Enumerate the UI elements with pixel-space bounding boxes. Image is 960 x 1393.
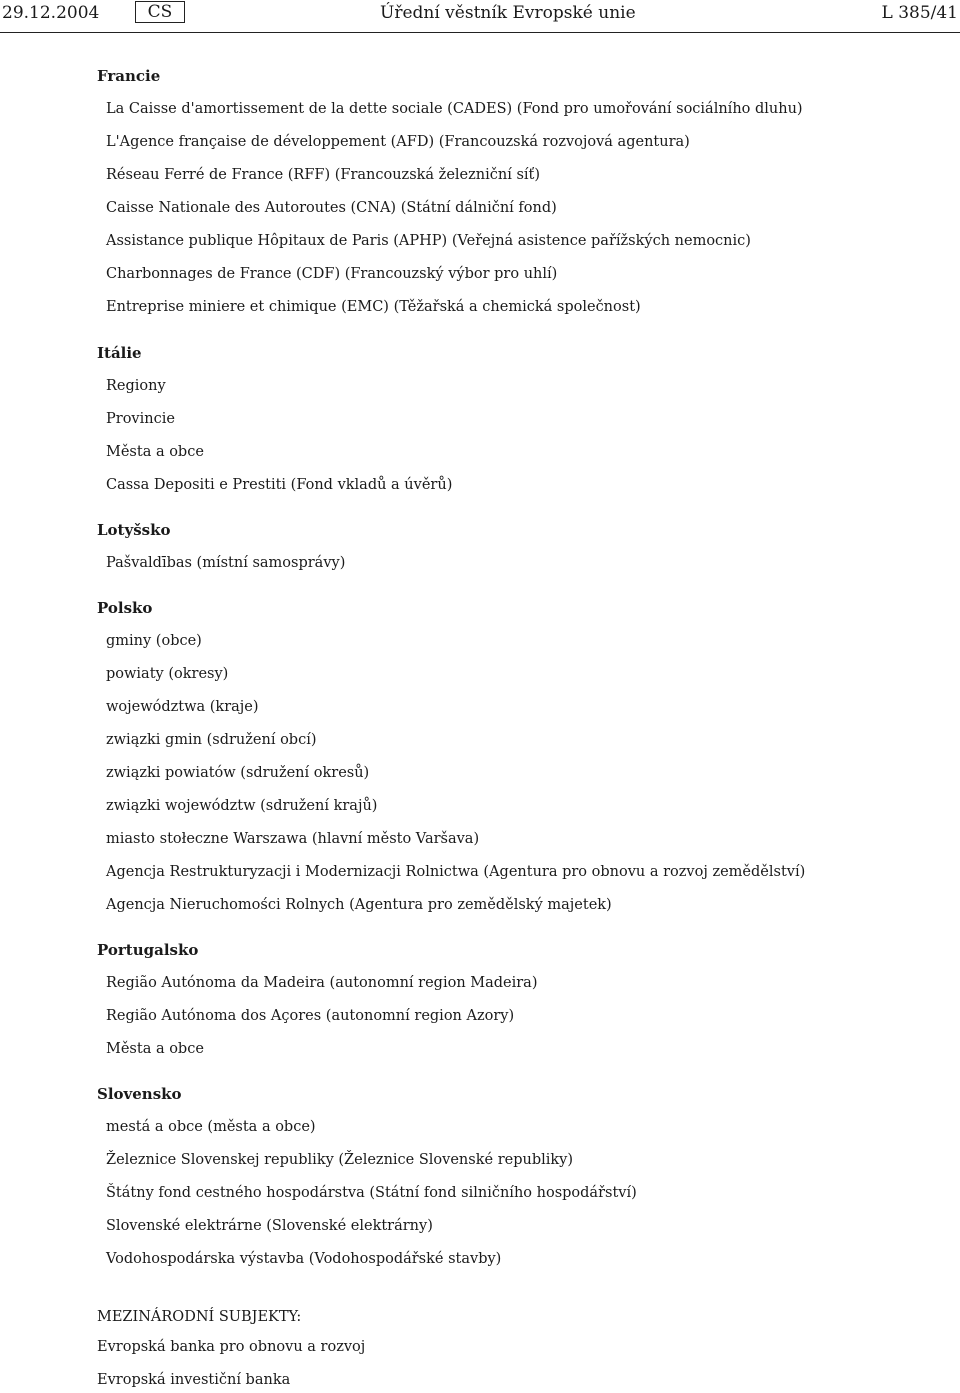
list-item: Agencja Restrukturyzacji i Modernizacji Rolnictwa (Agentura pro obnovu a rozvoj zemědělství) xyxy=(106,864,806,880)
international-heading: MEZINÁRODNÍ SUBJEKTY: xyxy=(97,1309,302,1325)
list-item: Cassa Depositi e Prestiti (Fond vkladů a úvěrů) xyxy=(106,477,453,493)
page-header xyxy=(0,0,960,33)
list-item: związki powiatów (sdružení okresů) xyxy=(106,765,370,781)
list-item: gminy (obce) xyxy=(106,633,202,649)
section-heading-francie: Francie xyxy=(97,67,161,85)
list-item: Regiony xyxy=(106,378,166,394)
list-item: województwa (kraje) xyxy=(106,699,259,715)
list-item: Região Autónoma da Madeira (autonomní region Madeira) xyxy=(106,975,538,991)
list-item: Provincie xyxy=(106,411,175,427)
list-item: Železnice Slovenskej republiky (Železnice Slovenské republiky) xyxy=(106,1152,574,1168)
section-heading-slovensko: Slovensko xyxy=(97,1085,182,1103)
list-item: Slovenské elektrárne (Slovenské elektrárny) xyxy=(106,1218,433,1234)
page-number: L 385/41 xyxy=(881,3,958,23)
international-item: Evropská investiční banka xyxy=(97,1372,291,1388)
list-item: La Caisse d'amortissement de la dette sociale (CADES) (Fond pro umořování sociálního dluhu) xyxy=(106,101,803,117)
list-item: Entreprise miniere et chimique (EMC) (Těžařská a chemická společnost) xyxy=(106,299,641,315)
section-heading-polsko: Polsko xyxy=(97,599,153,617)
language-code-box: CS xyxy=(135,1,185,23)
list-item: Assistance publique Hôpitaux de Paris (APHP) (Veřejná asistence pařížských nemocnic) xyxy=(106,233,751,249)
list-item: Charbonnages de France (CDF) (Francouzský výbor pro uhlí) xyxy=(106,266,558,282)
section-heading-italie: Itálie xyxy=(97,344,142,362)
list-item: Vodohospodárska výstavba (Vodohospodářské stavby) xyxy=(106,1251,502,1267)
list-item: Região Autónoma dos Açores (autonomní region Azory) xyxy=(106,1008,515,1024)
list-item: Réseau Ferré de France (RFF) (Francouzská železniční síť) xyxy=(106,167,541,183)
list-item: Agencja Nieruchomości Rolnych (Agentura pro zemědělský majetek) xyxy=(106,897,612,913)
list-item: powiaty (okresy) xyxy=(106,666,229,682)
header-date: 29.12.2004 xyxy=(2,3,100,23)
list-item: Caisse Nationale des Autoroutes (CNA) (Státní dálniční fond) xyxy=(106,200,557,216)
section-heading-portugalsko: Portugalsko xyxy=(97,941,199,959)
list-item: Města a obce xyxy=(106,1041,204,1057)
list-item: L'Agence française de développement (AFD) (Francouzská rozvojová agentura) xyxy=(106,134,690,150)
list-item: Pašvaldības (místní samosprávy) xyxy=(106,555,346,571)
journal-title: Úřední věstník Evropské unie xyxy=(380,3,636,23)
list-item: Štátny fond cestného hospodárstva (Státní fond silničního hospodářství) xyxy=(106,1185,637,1201)
list-item: miasto stołeczne Warszawa (hlavní město Varšava) xyxy=(106,831,480,847)
section-heading-lotyssko: Lotyšsko xyxy=(97,521,171,539)
list-item: związki województw (sdružení krajů) xyxy=(106,798,378,814)
list-item: związki gmin (sdružení obcí) xyxy=(106,732,317,748)
list-item: mestá a obce (města a obce) xyxy=(106,1119,316,1135)
list-item: Města a obce xyxy=(106,444,204,460)
international-item: Evropská banka pro obnovu a rozvoj xyxy=(97,1339,366,1355)
